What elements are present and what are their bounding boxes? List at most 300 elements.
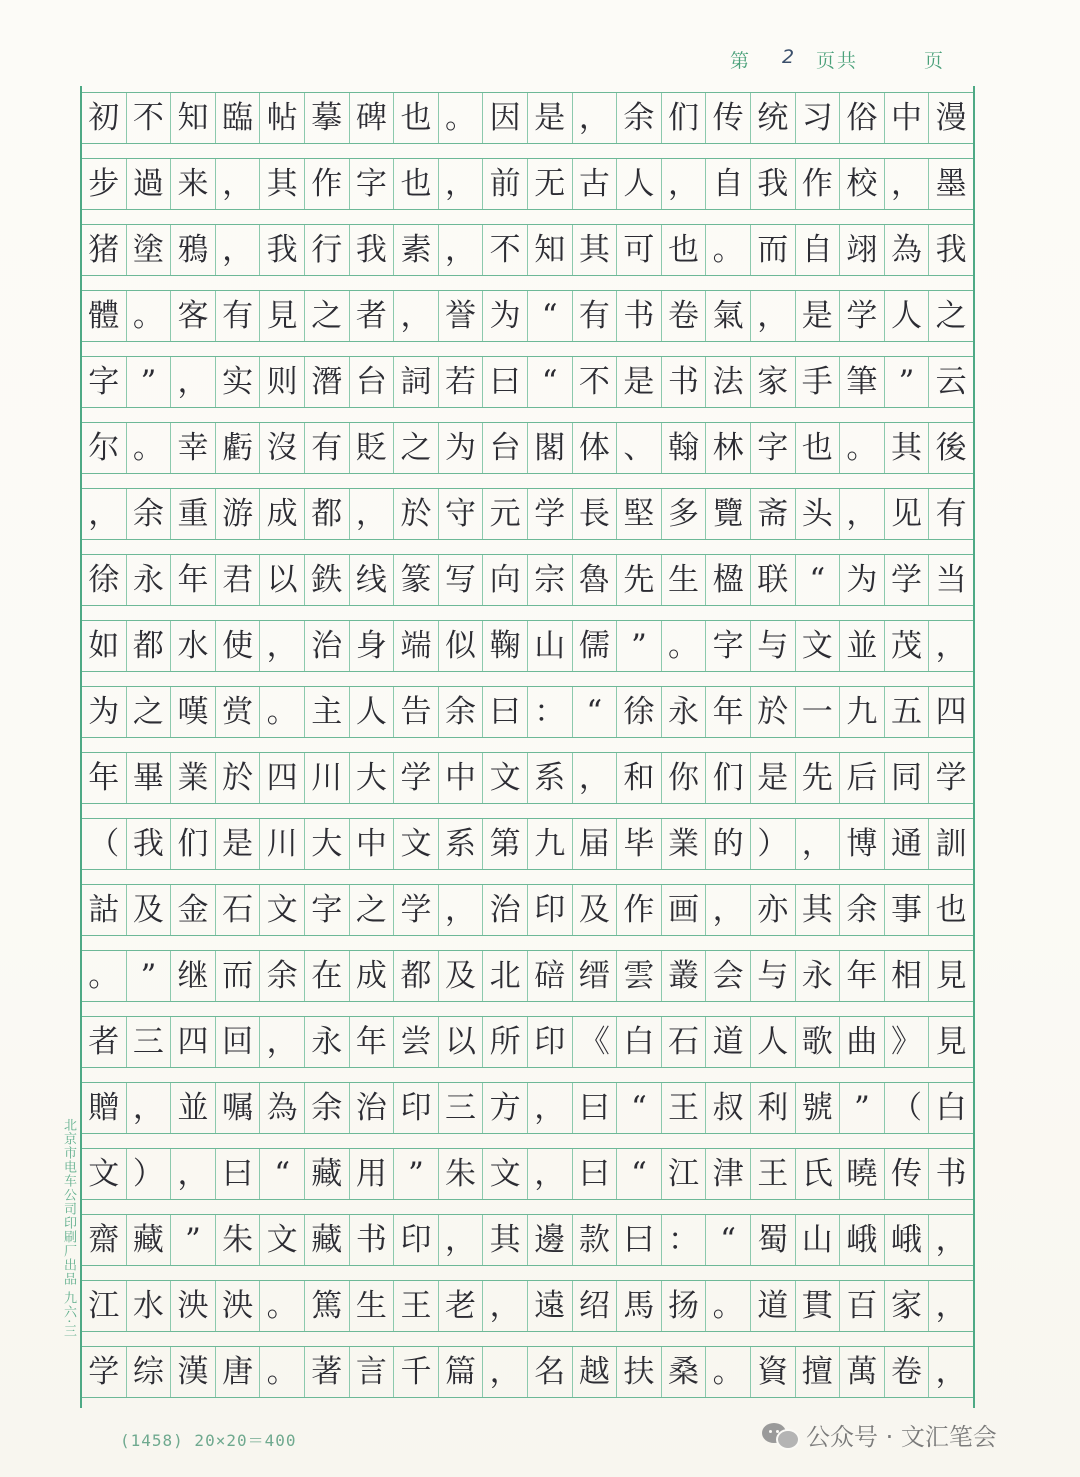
manuscript-cell: 印 — [527, 1017, 572, 1067]
wechat-icon — [762, 1419, 798, 1449]
manuscript-cell: 人 — [616, 159, 661, 209]
manuscript-cell: 年 — [88, 759, 120, 796]
manuscript-cell: 百 — [839, 1281, 884, 1331]
manuscript-cell: 詁 — [88, 891, 120, 928]
manuscript-cell: 林 — [705, 423, 750, 473]
manuscript-cell: 曰 — [616, 1215, 661, 1265]
manuscript-cell: ， — [438, 159, 483, 209]
manuscript-cell: 王 — [393, 1281, 438, 1331]
manuscript-cell: 筆 — [839, 357, 884, 407]
manuscript-cell: 業 — [170, 753, 215, 803]
manuscript-cell: 学 — [393, 753, 438, 803]
manuscript-cell: “ — [527, 357, 572, 407]
manuscript-cell: 潛 — [304, 357, 349, 407]
manuscript-cell: 而 — [215, 951, 260, 1001]
manuscript-cell: 学 — [839, 291, 884, 341]
manuscript-cell: 见 — [884, 489, 929, 539]
manuscript-cell: 者 — [349, 291, 394, 341]
manuscript-cell: 臨 — [215, 93, 260, 143]
manuscript-cell: ， — [170, 357, 215, 407]
manuscript-cell: 鴉 — [170, 225, 215, 275]
manuscript-cell: 知 — [527, 225, 572, 275]
manuscript-cell: 相 — [884, 951, 929, 1001]
manuscript-cell: 。 — [259, 1347, 304, 1397]
manuscript-cell: 《 — [572, 1017, 617, 1067]
manuscript-cell: 当 — [928, 555, 973, 605]
manuscript-cell: 徐 — [88, 561, 120, 598]
manuscript-cell: 翰 — [661, 423, 706, 473]
manuscript-cell: 系 — [527, 753, 572, 803]
manuscript-cell: 事 — [884, 885, 929, 935]
manuscript-cell: ， — [438, 885, 483, 935]
manuscript-cell: 前 — [482, 159, 527, 209]
manuscript-cell: 扶 — [616, 1347, 661, 1397]
manuscript-cell: 步 — [88, 165, 120, 202]
manuscript-cell: ， — [215, 225, 260, 275]
manuscript-cell: ” — [839, 1083, 884, 1133]
manuscript-cell: 素 — [393, 225, 438, 275]
manuscript-cell: 我 — [928, 225, 973, 275]
manuscript-cell: 毕 — [616, 819, 661, 869]
manuscript-cell: 摹 — [304, 93, 349, 143]
manuscript-cell: ， — [88, 495, 120, 532]
manuscript-cell: 中 — [349, 819, 394, 869]
manuscript-cell: 。 — [259, 687, 304, 737]
manuscript-cell: 其 — [795, 885, 840, 935]
manuscript-cell: 扬 — [661, 1281, 706, 1331]
manuscript-cell: 幸 — [170, 423, 215, 473]
manuscript-cell: 的 — [705, 819, 750, 869]
manuscript-cell: 白 — [616, 1017, 661, 1067]
manuscript-cell: 文 — [795, 621, 840, 671]
manuscript-cell: 博 — [839, 819, 884, 869]
manuscript-cell: 告 — [393, 687, 438, 737]
manuscript-cell: 三 — [438, 1083, 483, 1133]
manuscript-cell: 与 — [750, 951, 795, 1001]
manuscript-cell: 名 — [527, 1347, 572, 1397]
manuscript-cell: 藏 — [304, 1215, 349, 1265]
manuscript-cell: 成 — [259, 489, 304, 539]
manuscript-cell: 家 — [750, 357, 795, 407]
manuscript-cell: 並 — [839, 621, 884, 671]
manuscript-cell: 沒 — [259, 423, 304, 473]
manuscript-cell: 金 — [170, 885, 215, 935]
manuscript-cell: 是 — [527, 93, 572, 143]
manuscript-cell: 石 — [215, 885, 260, 935]
manuscript-cell: 鞠 — [482, 621, 527, 671]
manuscript-cell: （ — [88, 825, 120, 862]
manuscript-cell: ， — [393, 291, 438, 341]
manuscript-cell: 越 — [572, 1347, 617, 1397]
manuscript-cell: 年 — [705, 687, 750, 737]
manuscript-cell: 之 — [393, 423, 438, 473]
manuscript-cell: 为 — [438, 423, 483, 473]
manuscript-cell: 斋 — [750, 489, 795, 539]
manuscript-cell: 業 — [661, 819, 706, 869]
manuscript-cell: 文 — [259, 1215, 304, 1265]
manuscript-row — [82, 488, 973, 540]
manuscript-cell: 与 — [750, 621, 795, 671]
manuscript-cell: 雲 — [616, 951, 661, 1001]
manuscript-cell: 有 — [215, 291, 260, 341]
manuscript-cell: 尔 — [88, 429, 120, 466]
manuscript-row — [82, 818, 973, 870]
manuscript-cell: ” — [884, 357, 929, 407]
manuscript-cell: 道 — [705, 1017, 750, 1067]
manuscript-cell: 大 — [349, 753, 394, 803]
manuscript-cell: 文 — [88, 1155, 120, 1192]
manuscript-cell: 如 — [88, 627, 120, 664]
manuscript-cell: 也 — [795, 423, 840, 473]
manuscript-cell: 亦 — [750, 885, 795, 935]
manuscript-cell: 津 — [705, 1149, 750, 1199]
manuscript-cell: 守 — [438, 489, 483, 539]
manuscript-cell: 見 — [928, 1017, 973, 1067]
manuscript-cell: 余 — [126, 489, 171, 539]
manuscript-cell: 人 — [884, 291, 929, 341]
manuscript-row — [82, 1082, 973, 1134]
manuscript-cell: 也 — [393, 159, 438, 209]
manuscript-row — [82, 620, 973, 672]
manuscript-cell: 過 — [126, 159, 171, 209]
manuscript-cell: 和 — [616, 753, 661, 803]
manuscript-cell: “ — [616, 1149, 661, 1199]
manuscript-cell: ） — [126, 1149, 171, 1199]
manuscript-cell: 者 — [88, 1023, 120, 1060]
paper-spec-code: (1458) 20×20＝400 — [120, 1431, 297, 1450]
manuscript-cell: 年 — [349, 1017, 394, 1067]
manuscript-cell: 文 — [393, 819, 438, 869]
manuscript-cell: ， — [705, 885, 750, 935]
manuscript-cell: 一 — [795, 687, 840, 737]
manuscript-cell: 。 — [438, 93, 483, 143]
manuscript-cell: 款 — [572, 1215, 617, 1265]
manuscript-cell: 印 — [393, 1083, 438, 1133]
manuscript-cell: 擅 — [795, 1347, 840, 1397]
manuscript-cell: 其 — [884, 423, 929, 473]
manuscript-cell: 届 — [572, 819, 617, 869]
manuscript-cell: 线 — [349, 555, 394, 605]
manuscript-cell: 之 — [928, 291, 973, 341]
manuscript-cell: 北 — [482, 951, 527, 1001]
page-label-ye-gong: 页共 — [816, 50, 859, 72]
manuscript-row — [82, 158, 973, 210]
manuscript-cell: 回 — [215, 1017, 260, 1067]
manuscript-cell: 卷 — [884, 1347, 929, 1397]
manuscript-cell: ， — [438, 1215, 483, 1265]
manuscript-cell: 碑 — [349, 93, 394, 143]
manuscript-cell: “ — [616, 1083, 661, 1133]
manuscript-cell: 为 — [839, 555, 884, 605]
manuscript-row — [82, 290, 973, 342]
manuscript-cell: ， — [928, 1281, 973, 1331]
manuscript-cell: 於 — [750, 687, 795, 737]
manuscript-cell: 生 — [349, 1281, 394, 1331]
manuscript-cell: 資 — [750, 1347, 795, 1397]
manuscript-cell: ， — [928, 1215, 973, 1265]
manuscript-cell: ” — [126, 357, 171, 407]
manuscript-cell: 其 — [572, 225, 617, 275]
manuscript-cell: 貶 — [349, 423, 394, 473]
manuscript-cell: 自 — [795, 225, 840, 275]
manuscript-cell: 是 — [215, 819, 260, 869]
manuscript-cell: ， — [438, 225, 483, 275]
manuscript-cell: 覽 — [705, 489, 750, 539]
manuscript-cell: 碚 — [527, 951, 572, 1001]
manuscript-cell: 我 — [750, 159, 795, 209]
manuscript-cell: 习 — [795, 93, 840, 143]
manuscript-cell: ” — [126, 951, 171, 1001]
manuscript-cell: 老 — [438, 1281, 483, 1331]
manuscript-cell: 作 — [795, 159, 840, 209]
manuscript-cell: 俗 — [839, 93, 884, 143]
manuscript-cell: 向 — [482, 555, 527, 605]
manuscript-cell: 综 — [126, 1347, 171, 1397]
manuscript-cell: “ — [572, 687, 617, 737]
manuscript-cell: 使 — [215, 621, 260, 671]
manuscript-cell: 帖 — [259, 93, 304, 143]
manuscript-cell: 永 — [795, 951, 840, 1001]
manuscript-cell: 大 — [304, 819, 349, 869]
manuscript-cell: 江 — [88, 1287, 120, 1324]
manuscript-cell: 似 — [438, 621, 483, 671]
manuscript-row — [82, 686, 973, 738]
manuscript-cell: 而 — [750, 225, 795, 275]
manuscript-cell: 人 — [349, 687, 394, 737]
manuscript-cell: 齋 — [88, 1221, 120, 1258]
manuscript-row — [82, 1346, 973, 1398]
manuscript-cell: 長 — [572, 489, 617, 539]
manuscript-cell: 見 — [928, 951, 973, 1001]
manuscript-cell: 我 — [126, 819, 171, 869]
manuscript-cell: 及 — [572, 885, 617, 935]
manuscript-cell: 作 — [304, 159, 349, 209]
manuscript-cell: 方 — [482, 1083, 527, 1133]
manuscript-cell: （ — [884, 1083, 929, 1133]
manuscript-cell: 书 — [349, 1215, 394, 1265]
manuscript-cell: 。 — [88, 957, 120, 994]
manuscript-cell: 体 — [572, 423, 617, 473]
manuscript-cell: 是 — [750, 753, 795, 803]
manuscript-cell: ， — [750, 291, 795, 341]
manuscript-cell: 永 — [126, 555, 171, 605]
manuscript-row — [82, 92, 973, 144]
manuscript-cell: ， — [259, 621, 304, 671]
manuscript-cell: 知 — [170, 93, 215, 143]
manuscript-cell: 游 — [215, 489, 260, 539]
manuscript-cell: 都 — [304, 489, 349, 539]
manuscript-cell: 治 — [482, 885, 527, 935]
manuscript-cell: 也 — [928, 885, 973, 935]
manuscript-cell: 漫 — [928, 93, 973, 143]
manuscript-row — [82, 1016, 973, 1068]
manuscript-cell: 们 — [661, 93, 706, 143]
manuscript-cell: ， — [884, 159, 929, 209]
manuscript-cell: 重 — [170, 489, 215, 539]
manuscript-cell: 绍 — [572, 1281, 617, 1331]
manuscript-cell: 桑 — [661, 1347, 706, 1397]
manuscript-cell: 若 — [438, 357, 483, 407]
manuscript-cell: “ — [705, 1215, 750, 1265]
manuscript-cell: 画 — [661, 885, 706, 935]
manuscript-cell: 。 — [705, 225, 750, 275]
manuscript-cell: 魯 — [572, 555, 617, 605]
manuscript-cell: 学 — [884, 555, 929, 605]
manuscript-cell: 以 — [438, 1017, 483, 1067]
page-label-di: 第 — [730, 50, 752, 72]
manuscript-cell: 。 — [705, 1281, 750, 1331]
manuscript-cell: ， — [839, 489, 884, 539]
manuscript-cell: 著 — [304, 1347, 349, 1397]
manuscript-cell: 台 — [349, 357, 394, 407]
manuscript-cell: 台 — [482, 423, 527, 473]
manuscript-cell: 们 — [705, 753, 750, 803]
manuscript-cell: 王 — [661, 1083, 706, 1133]
manuscript-cell: 之 — [304, 291, 349, 341]
manuscript-cell: 叔 — [705, 1083, 750, 1133]
manuscript-cell: 四 — [928, 687, 973, 737]
manuscript-cell: 传 — [705, 93, 750, 143]
manuscript-cell: 峨 — [839, 1215, 884, 1265]
manuscript-cell: 尝 — [393, 1017, 438, 1067]
manuscript-row — [82, 356, 973, 408]
manuscript-cell: 道 — [750, 1281, 795, 1331]
manuscript-cell: 四 — [259, 753, 304, 803]
manuscript-cell: “ — [527, 291, 572, 341]
manuscript-cell: 峨 — [884, 1215, 929, 1265]
manuscript-cell: 嘱 — [215, 1083, 260, 1133]
manuscript-cell: 叢 — [661, 951, 706, 1001]
manuscript-cell: 朱 — [215, 1215, 260, 1265]
manuscript-cell: 及 — [126, 885, 171, 935]
manuscript-cell: 漢 — [170, 1347, 215, 1397]
manuscript-cell: 人 — [750, 1017, 795, 1067]
manuscript-cell: ， — [170, 1149, 215, 1199]
watermark-text: 公众号 · 文汇笔会 — [806, 1422, 997, 1451]
manuscript-cell: 余 — [259, 951, 304, 1001]
manuscript-cell: ： — [527, 687, 572, 737]
manuscript-cell: 元 — [482, 489, 527, 539]
manuscript-cell: 邊 — [527, 1215, 572, 1265]
manuscript-cell: 氏 — [795, 1149, 840, 1199]
manuscript-cell: 五 — [884, 687, 929, 737]
manuscript-cell: 篇 — [438, 1347, 483, 1397]
manuscript-cell: 萬 — [839, 1347, 884, 1397]
manuscript-cell: 。 — [126, 291, 171, 341]
manuscript-cell: 校 — [839, 159, 884, 209]
manuscript-cell: 之 — [126, 687, 171, 737]
manuscript-cell: ， — [572, 93, 617, 143]
manuscript-cell: 翊 — [839, 225, 884, 275]
manuscript-cell: ， — [259, 1017, 304, 1067]
manuscript-cell: 白 — [928, 1083, 973, 1133]
manuscript-cell: 虧 — [215, 423, 260, 473]
manuscript-cell: 头 — [795, 489, 840, 539]
manuscript-cell: 。 — [839, 423, 884, 473]
manuscript-cell: 治 — [304, 621, 349, 671]
manuscript-cell: 》 — [884, 1017, 929, 1067]
manuscript-cell: 先 — [616, 555, 661, 605]
manuscript-cell: 唐 — [215, 1347, 260, 1397]
manuscript-cell: 会 — [705, 951, 750, 1001]
manuscript-cell: 端 — [393, 621, 438, 671]
manuscript-cell: ， — [527, 1149, 572, 1199]
manuscript-cell: 因 — [482, 93, 527, 143]
manuscript-cell: 。 — [259, 1281, 304, 1331]
manuscript-cell: 实 — [215, 357, 260, 407]
manuscript-cell: 通 — [884, 819, 929, 869]
manuscript-cell: 猪 — [88, 231, 120, 268]
manuscript-cell: 字 — [88, 363, 120, 400]
manuscript-cell: “ — [259, 1149, 304, 1199]
manuscript-cell: 行 — [304, 225, 349, 275]
manuscript-cell: 余 — [839, 885, 884, 935]
manuscript-cell: 藏 — [304, 1149, 349, 1199]
manuscript-cell: 曰 — [482, 687, 527, 737]
manuscript-cell: 泱 — [215, 1281, 260, 1331]
manuscript-cell: ： — [661, 1215, 706, 1265]
manuscript-cell: 书 — [616, 291, 661, 341]
page-number: 2 — [782, 46, 797, 68]
manuscript-cell: 為 — [259, 1083, 304, 1133]
manuscript-cell: 言 — [349, 1347, 394, 1397]
manuscript-cell: 云 — [928, 357, 973, 407]
manuscript-cell: 訓 — [928, 819, 973, 869]
manuscript-cell: 石 — [661, 1017, 706, 1067]
manuscript-cell: 写 — [438, 555, 483, 605]
manuscript-cell: 印 — [393, 1215, 438, 1265]
manuscript-cell: 联 — [750, 555, 795, 605]
manuscript-cell: 贈 — [88, 1089, 120, 1126]
manuscript-cell: 馬 — [616, 1281, 661, 1331]
manuscript-cell: 為 — [884, 225, 929, 275]
manuscript-cell: 山 — [527, 621, 572, 671]
manuscript-cell: 朱 — [438, 1149, 483, 1199]
manuscript-cell: 有 — [572, 291, 617, 341]
manuscript-cell: 楹 — [705, 555, 750, 605]
manuscript-row — [82, 752, 973, 804]
manuscript-cell: ， — [928, 1347, 973, 1397]
manuscript-cell: 篆 — [393, 555, 438, 605]
manuscript-cell: 墨 — [928, 159, 973, 209]
manuscript-cell: 治 — [349, 1083, 394, 1133]
manuscript-cell: 学 — [393, 885, 438, 935]
manuscript-cell: 手 — [795, 357, 840, 407]
manuscript-cell: 永 — [661, 687, 706, 737]
manuscript-cell: 余 — [304, 1083, 349, 1133]
manuscript-cell: 不 — [572, 357, 617, 407]
manuscript-row — [82, 1280, 973, 1332]
manuscript-cell: ， — [215, 159, 260, 209]
manuscript-cell: 则 — [259, 357, 304, 407]
manuscript-cell: 江 — [661, 1149, 706, 1199]
manuscript-cell: 塗 — [126, 225, 171, 275]
manuscript-cell: 千 — [393, 1347, 438, 1397]
manuscript-cell: 字 — [705, 621, 750, 671]
page-header — [730, 46, 990, 76]
manuscript-cell: 之 — [349, 885, 394, 935]
manuscript-row — [82, 884, 973, 936]
account-watermark — [762, 1414, 997, 1454]
manuscript-cell: ， — [482, 1347, 527, 1397]
manuscript-cell: 茂 — [884, 621, 929, 671]
manuscript-cell: 也 — [661, 225, 706, 275]
manuscript-cell: 貫 — [795, 1281, 840, 1331]
manuscript-cell: 歌 — [795, 1017, 840, 1067]
manuscript-cell: 九 — [839, 687, 884, 737]
manuscript-cell: 文 — [482, 753, 527, 803]
manuscript-cell: 藏 — [126, 1215, 171, 1265]
